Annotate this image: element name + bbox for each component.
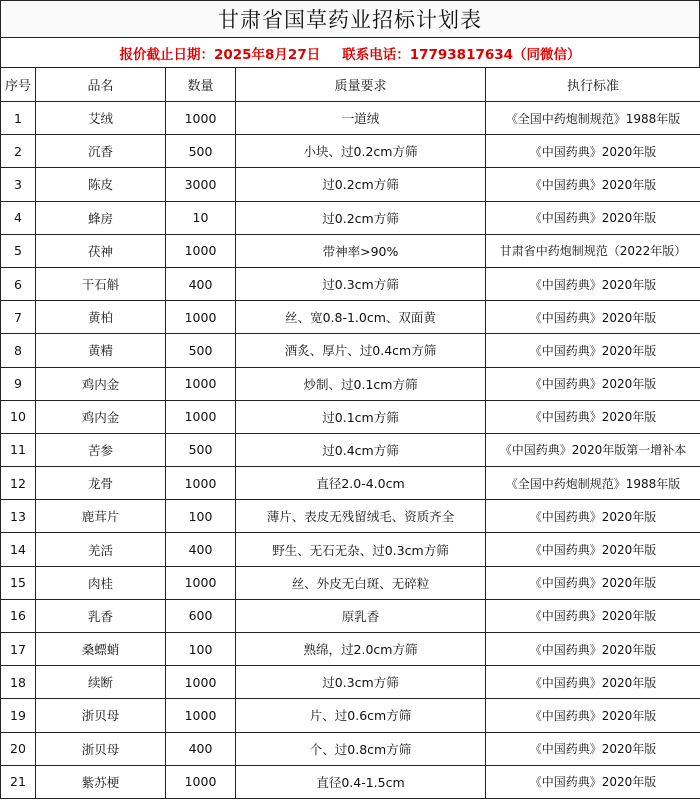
cell-qty: 1000 [166, 666, 236, 699]
cell-standard: 《中国药典》2020年版 [486, 732, 700, 765]
cell-no: 5 [1, 234, 36, 267]
cell-no: 11 [1, 433, 36, 466]
table-row [1, 135, 700, 168]
cell-qty: 400 [166, 533, 236, 566]
cell-standard: 《中国药典》2020年版 [486, 168, 700, 201]
table-row [1, 566, 700, 599]
cell-requirement: 野生、无石无杂、过0.3cm方筛 [236, 533, 486, 566]
cell-qty: 500 [166, 135, 236, 168]
cell-requirement: 过0.1cm方筛 [236, 400, 486, 433]
cell-name: 龙骨 [36, 467, 166, 500]
cell-name: 肉桂 [36, 566, 166, 599]
cell-standard: 《中国药典》2020年版 [486, 566, 700, 599]
cell-name: 沉香 [36, 135, 166, 168]
table-row [1, 533, 700, 566]
cell-standard: 《中国药典》2020年版 [486, 533, 700, 566]
table-row [1, 367, 700, 400]
cell-requirement: 一道绒 [236, 102, 486, 135]
cell-requirement: 炒制、过0.1cm方筛 [236, 367, 486, 400]
notice-bar [0, 37, 700, 67]
cell-qty: 1000 [166, 234, 236, 267]
cell-standard: 《中国药典》2020年版 [486, 135, 700, 168]
table-row [1, 400, 700, 433]
cell-name: 鸡内金 [36, 367, 166, 400]
cell-no: 18 [1, 666, 36, 699]
cell-requirement: 过0.3cm方筛 [236, 666, 486, 699]
cell-no: 17 [1, 633, 36, 666]
cell-no: 6 [1, 267, 36, 300]
deadline-text: 报价截止日期：2025年8月27日 [119, 46, 321, 63]
table-row [1, 699, 700, 732]
cell-qty: 500 [166, 334, 236, 367]
table-row [1, 467, 700, 500]
cell-name: 浙贝母 [36, 732, 166, 765]
cell-requirement: 过0.4cm方筛 [236, 433, 486, 466]
cell-qty: 1000 [166, 765, 236, 798]
cell-name: 紫苏梗 [36, 765, 166, 798]
cell-no: 8 [1, 334, 36, 367]
cell-no: 9 [1, 367, 36, 400]
cell-no: 7 [1, 301, 36, 334]
cell-standard: 甘肃省中药炮制规范（2022年版） [486, 234, 700, 267]
cell-qty: 600 [166, 599, 236, 632]
cell-requirement: 过0.3cm方筛 [236, 267, 486, 300]
cell-standard: 《中国药典》2020年版 [486, 666, 700, 699]
cell-standard: 《全国中药炮制规范》1988年版 [486, 467, 700, 500]
cell-requirement: 片、过0.6cm方筛 [236, 699, 486, 732]
cell-qty: 1000 [166, 699, 236, 732]
cell-qty: 1000 [166, 102, 236, 135]
cell-qty: 10 [166, 201, 236, 234]
cell-name: 乳香 [36, 599, 166, 632]
cell-qty: 100 [166, 500, 236, 533]
table-header-row [1, 68, 700, 102]
cell-name: 陈皮 [36, 168, 166, 201]
cell-name: 茯神 [36, 234, 166, 267]
cell-no: 16 [1, 599, 36, 632]
cell-qty: 1000 [166, 301, 236, 334]
cell-name: 浙贝母 [36, 699, 166, 732]
cell-standard: 《中国药典》2020年版 [486, 201, 700, 234]
cell-qty: 1000 [166, 367, 236, 400]
cell-no: 19 [1, 699, 36, 732]
cell-no: 10 [1, 400, 36, 433]
cell-name: 黄精 [36, 334, 166, 367]
cell-standard: 《中国药典》2020年版 [486, 267, 700, 300]
cell-qty: 400 [166, 267, 236, 300]
column-header-requirement: 质量要求 [236, 68, 486, 102]
cell-standard: 《中国药典》2020年版 [486, 301, 700, 334]
table-row [1, 500, 700, 533]
cell-name: 桑螵蛸 [36, 633, 166, 666]
cell-qty: 1000 [166, 467, 236, 500]
cell-requirement: 小块、过0.2cm方筛 [236, 135, 486, 168]
cell-name: 鸡内金 [36, 400, 166, 433]
table-row [1, 433, 700, 466]
column-header-standard: 执行标准 [486, 68, 700, 102]
cell-requirement: 直径0.4-1.5cm [236, 765, 486, 798]
cell-standard: 《中国药典》2020年版 [486, 334, 700, 367]
cell-requirement: 个、过0.8cm方筛 [236, 732, 486, 765]
table-row [1, 599, 700, 632]
cell-name: 鹿茸片 [36, 500, 166, 533]
cell-no: 1 [1, 102, 36, 135]
cell-no: 20 [1, 732, 36, 765]
cell-requirement: 直径2.0-4.0cm [236, 467, 486, 500]
table-row [1, 168, 700, 201]
cell-requirement: 带神率>90% [236, 234, 486, 267]
table-body [1, 102, 700, 799]
cell-requirement: 丝、宽0.8-1.0cm、双面黄 [236, 301, 486, 334]
cell-requirement: 薄片、表皮无残留绒毛、资质齐全 [236, 500, 486, 533]
cell-no: 2 [1, 135, 36, 168]
cell-standard: 《中国药典》2020年版第一增补本 [486, 433, 700, 466]
cell-qty: 1000 [166, 400, 236, 433]
plan-table [0, 67, 700, 799]
cell-no: 21 [1, 765, 36, 798]
cell-no: 14 [1, 533, 36, 566]
table-row [1, 334, 700, 367]
cell-qty: 400 [166, 732, 236, 765]
cell-no: 4 [1, 201, 36, 234]
cell-qty: 500 [166, 433, 236, 466]
cell-requirement: 原乳香 [236, 599, 486, 632]
cell-standard: 《中国药典》2020年版 [486, 500, 700, 533]
cell-standard: 《中国药典》2020年版 [486, 400, 700, 433]
table-row [1, 666, 700, 699]
cell-name: 艾绒 [36, 102, 166, 135]
cell-no: 13 [1, 500, 36, 533]
cell-requirement: 熟绵，过2.0cm方筛 [236, 633, 486, 666]
table-row [1, 301, 700, 334]
cell-no: 3 [1, 168, 36, 201]
cell-requirement: 丝、外皮无白斑、无碎粒 [236, 566, 486, 599]
cell-name: 续断 [36, 666, 166, 699]
cell-standard: 《中国药典》2020年版 [486, 633, 700, 666]
cell-qty: 100 [166, 633, 236, 666]
cell-requirement: 过0.2cm方筛 [236, 168, 486, 201]
table-row [1, 234, 700, 267]
contact-text: 联系电话：17793817634（同微信） [342, 46, 581, 63]
cell-standard: 《中国药典》2020年版 [486, 599, 700, 632]
column-header-qty: 数量 [166, 68, 236, 102]
table-row [1, 102, 700, 135]
column-header-name: 品名 [36, 68, 166, 102]
table-row [1, 633, 700, 666]
table-row [1, 765, 700, 798]
cell-standard: 《全国中药炮制规范》1988年版 [486, 102, 700, 135]
cell-qty: 3000 [166, 168, 236, 201]
cell-name: 羌活 [36, 533, 166, 566]
cell-name: 蜂房 [36, 201, 166, 234]
cell-name: 黄柏 [36, 301, 166, 334]
table-row [1, 732, 700, 765]
cell-qty: 1000 [166, 566, 236, 599]
cell-no: 12 [1, 467, 36, 500]
column-header-no: 序号 [1, 68, 36, 102]
cell-standard: 《中国药典》2020年版 [486, 765, 700, 798]
cell-requirement: 酒炙、厚片、过0.4cm方筛 [236, 334, 486, 367]
cell-requirement: 过0.2cm方筛 [236, 201, 486, 234]
page-title: 甘肃省国草药业招标计划表 [0, 0, 700, 37]
cell-name: 干石斛 [36, 267, 166, 300]
cell-standard: 《中国药典》2020年版 [486, 699, 700, 732]
cell-standard: 《中国药典》2020年版 [486, 367, 700, 400]
cell-no: 15 [1, 566, 36, 599]
cell-name: 苦参 [36, 433, 166, 466]
table-row [1, 267, 700, 300]
table-row [1, 201, 700, 234]
